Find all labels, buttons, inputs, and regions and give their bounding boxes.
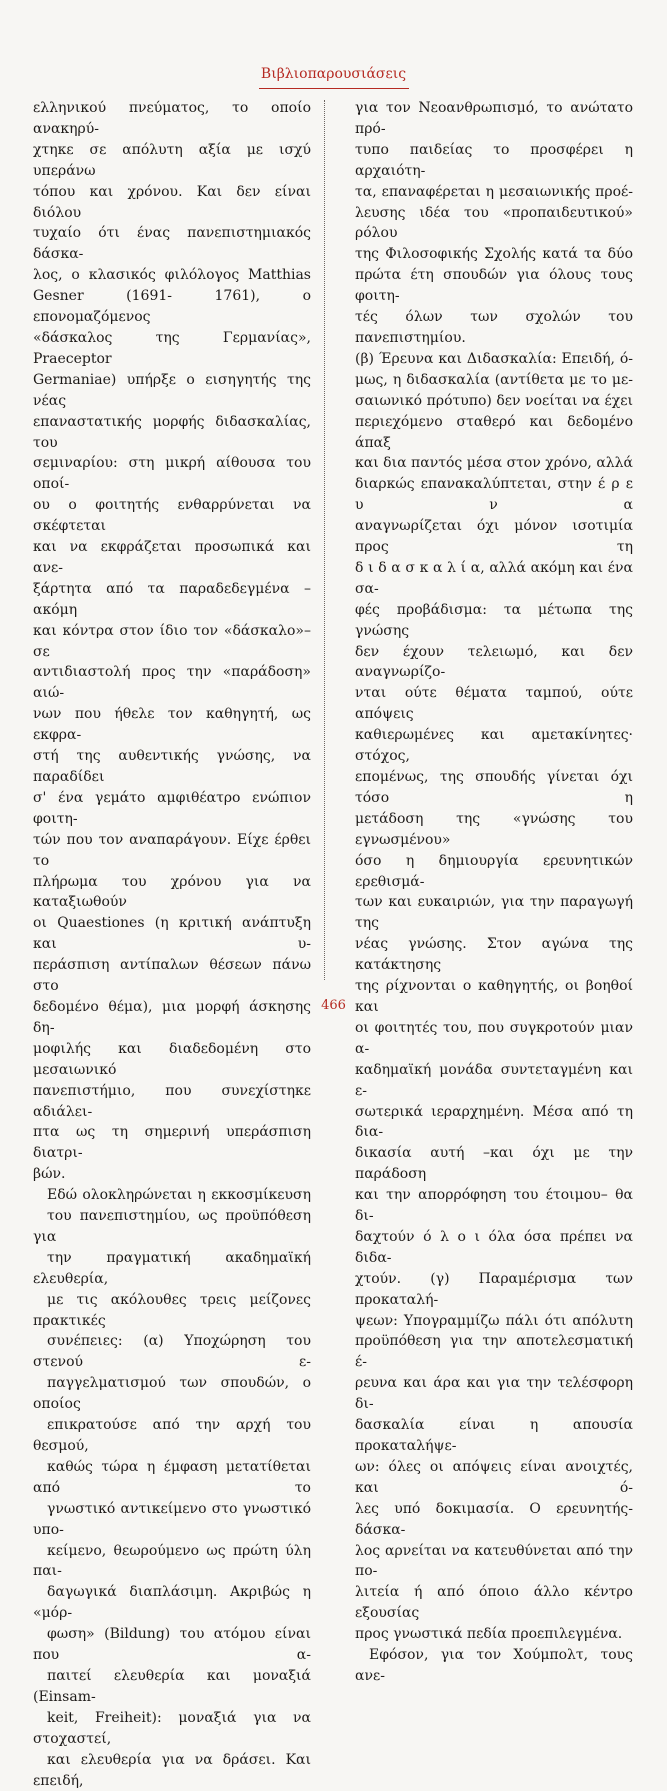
text-line: ψεων: Υπογραμμίζω πάλι ότι απόλυτη — [355, 1312, 633, 1329]
text-line: σεμιναρίου: στη μικρή αίθουσα του οποί- — [33, 455, 311, 493]
text-line: επαναστατικής μορφής διδασκαλίας, του — [33, 413, 311, 451]
text-line: keit, Freiheit): μοναξιά για να στοχαστεί, — [33, 1709, 311, 1747]
text-line: καδημαϊκή μονάδα συντεταγμένη και ε- — [355, 1061, 633, 1099]
text-line: «δάσκαλος της Γερμανίας», Praeceptor — [33, 329, 311, 367]
text-line: με τις ακόλουθες τρεις μείζονες πρακτικές — [33, 1291, 311, 1329]
text-line: φές προβάδισμα: τα μέτωπα της γνώσης — [355, 601, 633, 639]
left-column — [33, 98, 311, 1791]
text-line: σωτερικά ιεραρχημένη. Μέσα από τη δια- — [355, 1103, 633, 1141]
text-line: σ' ένα γεμάτο αμφιθέατρο ενώπιον φοιτη- — [33, 789, 311, 827]
left-paragraph-2 — [33, 1185, 311, 1791]
text-line: επικρατούσε από την αρχή του θεσμού, — [33, 1417, 311, 1454]
right-paragraph-1 — [355, 98, 633, 1645]
text-line: της ρίχνονται ο καθηγητής, οι βοηθοί και — [355, 978, 633, 1015]
text-line: κείμενο, θεωρούμενο ως πρώτη ύλη παι- — [33, 1542, 311, 1580]
text-line: των και ευκαιριών, για την παραγωγή της — [355, 894, 633, 932]
text-line: λες υπό δοκιμασία. Ο ερευνητής-δάσκα- — [355, 1500, 633, 1538]
text-line: οι Quaestiones (η κριτική ανάπτυξη και υ- — [33, 915, 311, 953]
text-line: βών. — [33, 1166, 66, 1183]
text-line: διαρκώς επανακαλύπτεται, στην έ ρ ε υ ν α — [355, 476, 633, 514]
text-line: ξάρτητα από τα παραδεδεγμένα –ακόμη — [33, 580, 311, 618]
text-line: Gesner (1691- 1761), ο επονομαζόμενος — [33, 288, 311, 326]
text-line: παγγελματισμού των σπουδών, ο οποίος — [33, 1375, 311, 1413]
text-line: περιεχόμενο σταθερό και δεδομένο άπαξ — [355, 413, 633, 451]
text-line: και δια παντός μέσα στον χρόνο, αλλά — [355, 455, 633, 472]
text-line: δαχτούν ό λ ο ι όλα όσα πρέπει να διδα- — [355, 1228, 633, 1266]
text-line: ελληνικού πνεύματος, το οποίο ανακηρύ- — [33, 100, 311, 137]
text-line: φωση» (Bildung) του ατόμου είναι που α- — [33, 1626, 311, 1664]
text-line: ων: όλες οι απόψεις είναι ανοιχτές, και ό- — [355, 1458, 633, 1496]
text-line: δεν έχουν τελειωμό, και δεν αναγνωρίζο- — [355, 643, 633, 681]
right-column — [355, 98, 633, 1687]
text-line: Germaniae) υπήρξε ο εισηγητής της νέας — [33, 371, 311, 409]
text-line: και ελευθερία για να δράσει. Και επειδή, — [33, 1751, 311, 1789]
text-line: και την απορρόφηση του έτοιμου– θα δι- — [355, 1187, 633, 1225]
text-line: τόπου και χρόνου. Και δεν είναι διόλου — [33, 183, 311, 221]
text-line: Εφόσον, για τον Χούμπολτ, τους ανε- — [355, 1647, 633, 1684]
text-line: νται ούτε θέματα ταμπού, ούτε απόψεις — [355, 685, 633, 723]
text-line: δασκαλία είναι η απουσία προκαταλήψε- — [355, 1417, 633, 1454]
text-line: πανεπιστήμιο, που συνεχίστηκε αδιάλει- — [33, 1082, 311, 1120]
text-line: αναγνωρίζεται όχι μόνον ισοτιμία προς τη — [355, 518, 633, 556]
text-line: παιτεί ελευθερία και μοναξιά (Einsam- — [33, 1667, 311, 1705]
text-line: περάσπιση αντίπαλων θέσεων πάνω στο — [33, 957, 311, 995]
text-line: λιτεία ή από όποιο άλλο κέντρο εξουσίας — [355, 1584, 633, 1622]
text-line: προϋπόθεση για την αποτελεσματική έ- — [355, 1333, 633, 1371]
text-line: τές όλων των σχολών του πανεπιστημίου. — [355, 309, 633, 346]
column-divider — [324, 100, 325, 980]
text-line: δαγωγικά διαπλάσιμη. Ακριβώς η «μόρ- — [33, 1584, 311, 1622]
text-line: πλήρωμα του χρόνου για να καταξιωθούν — [33, 873, 311, 911]
text-line: χτηκε σε απόλυτη αξία με ισχύ υπεράνω — [33, 141, 311, 179]
text-line: τα, επαναφέρεται η μεσαιωνικής προέ- — [355, 183, 633, 200]
text-line: επομένως, της σπουδής γίνεται όχι τόσο η — [355, 769, 633, 806]
text-line: και να εκφράζεται προσωπικά και ανε- — [33, 539, 311, 576]
text-line: και κόντρα στον ίδιο τον «δάσκαλο»– σε — [33, 622, 311, 660]
text-line: ου ο φοιτητής ενθαρρύνεται να σκέφτεται — [33, 497, 311, 535]
text-line: τών που τον αναπαράγουν. Είχε έρθει το — [33, 831, 311, 869]
text-line: τυπο παιδείας το προσφέρει η αρχαιότη- — [355, 141, 633, 179]
running-header: Βιβλιοπαρουσιάσεις — [260, 66, 407, 82]
left-paragraph-1 — [33, 98, 311, 1185]
text-line: πρώτα έτη σπουδών για όλους τους φοιτη- — [355, 267, 633, 305]
text-line: δ ι δ α σ κ α λ ί α, αλλά ακόμη και ένα σα- — [355, 559, 633, 597]
text-line: λος αρνείται να κατευθύνεται από την πο- — [355, 1542, 633, 1580]
text-line: στή της αυθεντικής γνώσης, να παραδίδει — [33, 748, 311, 785]
right-paragraph-2 — [355, 1645, 633, 1687]
text-line: συνέπειες: (α) Υποχώρηση του στενού ε- — [33, 1333, 311, 1371]
text-line: μετάδοση της «γνώσης του εγνωσμένου» — [355, 810, 633, 848]
text-line: δικασία αυτή –και όχι με την παράδοση — [355, 1145, 633, 1183]
header-underline — [259, 88, 409, 89]
text-line: προς γνωστικά πεδία προεπιλεγμένα. — [355, 1626, 623, 1643]
text-line: την πραγματική ακαδημαϊκή ελευθερία, — [33, 1249, 311, 1287]
text-line: δεδομένο θέμα), μια μορφή άσκησης δη- — [33, 998, 311, 1036]
text-line: για τον Νεοανθρωπισμό, το ανώτατο πρό- — [355, 100, 633, 137]
text-line: σαιωνικό πρότυπο) δεν νοείται να έχει — [355, 392, 633, 409]
page-number: 466 — [321, 998, 346, 1013]
text-line: μως, η διδασκαλία (αντίθετα με το με- — [355, 371, 633, 388]
text-line: πτα ως τη σημερινή υπεράσπιση διατρι- — [33, 1124, 311, 1162]
text-line: ρευνα και άρα και για την τελέσφορη δι- — [355, 1375, 633, 1413]
text-line: του πανεπιστημίου, ως προϋπόθεση για — [33, 1208, 311, 1245]
text-line: μοφιλής και διαδεδομένη στο μεσαιωνικό — [33, 1040, 311, 1078]
text-line: νέας γνώσης. Στον αγώνα της κατάκτησης — [355, 936, 633, 974]
text-line: τυχαίο ότι ένας πανεπιστημιακός δάσκα- — [33, 225, 311, 263]
text-line: Εδώ ολοκληρώνεται η εκκοσμίκευση — [47, 1187, 311, 1204]
text-line: λος, ο κλασικός φιλόλογος Matthias — [33, 267, 311, 284]
text-line: οι φοιτητές του, που συγκροτούν μιαν α- — [355, 1019, 633, 1057]
text-line: γνωστικό αντικείμενο στο γνωστικό υπο- — [33, 1500, 311, 1538]
text-line: (β) Έρευνα και Διδασκαλία: Επειδή, ό- — [355, 350, 633, 367]
text-line: αντιδιαστολή προς την «παράδοση» αιώ- — [33, 664, 311, 702]
text-line: καθώς τώρα η έμφαση μετατίθεται από το — [33, 1458, 311, 1496]
text-line: καθιερωμένες και αμετακίνητες· στόχος, — [355, 727, 633, 765]
text-line: λευσης ιδέα του «προπαιδευτικού» ρόλου — [355, 204, 633, 242]
text-line: νων που ήθελε τον καθηγητή, ως εκφρα- — [33, 706, 311, 744]
text-line: χτούν. (γ) Παραμέρισμα των προκαταλή- — [355, 1270, 633, 1308]
text-line: όσο η δημιουργία ερευνητικών ερεθισμά- — [355, 852, 633, 890]
text-line: της Φιλοσοφικής Σχολής κατά τα δύο — [355, 246, 633, 263]
